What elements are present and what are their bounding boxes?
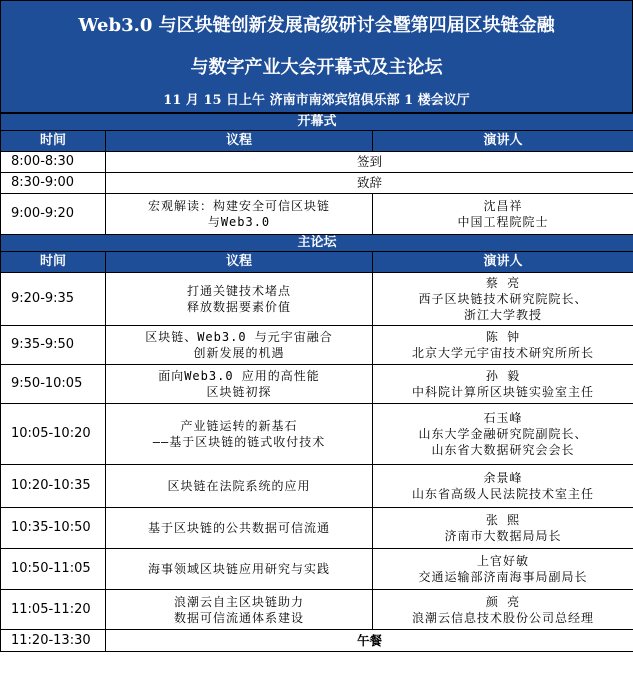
- agenda-line: 创新发展的机遇: [193, 346, 285, 360]
- speaker-line: 交通运输部济南海事局副局长: [418, 570, 588, 584]
- column-header-time: 时间: [1, 131, 106, 152]
- time-cell: 9:20-9:35: [1, 273, 106, 326]
- schedule-row: [1, 173, 633, 194]
- speaker-line: 蔡 亮: [485, 276, 521, 290]
- speaker-cell: [373, 365, 633, 404]
- speaker-line: 孙 毅: [485, 369, 521, 383]
- speaker-line: 上官好敏: [477, 554, 530, 568]
- agenda-line: 海事领域区块链应用研究与实践: [147, 562, 330, 576]
- agenda-cell: [106, 465, 373, 508]
- column-header-speaker: 演讲人: [373, 131, 633, 152]
- speaker-line: 山东省高级人民法院技术室主任: [412, 487, 595, 501]
- schedule-row: [1, 273, 633, 326]
- speaker-cell: [373, 549, 633, 590]
- column-header-row: [1, 131, 633, 152]
- schedule-row: [1, 194, 633, 235]
- speaker-line: 张 熙: [485, 513, 521, 527]
- merged-cell: 致辞: [106, 173, 633, 194]
- title-banner: [0, 0, 633, 113]
- schedule-row: [1, 326, 633, 365]
- agenda-cell: [106, 404, 373, 465]
- time-cell: 9:00-9:20: [1, 194, 106, 235]
- speaker-line: 余景峰: [483, 471, 523, 485]
- agenda-line: 打通关键技术堵点: [186, 284, 291, 298]
- title-line-2: 与数字产业大会开幕式及主论坛: [190, 57, 443, 78]
- schedule-row: [1, 590, 633, 630]
- agenda-line: 产业链运转的新基石: [180, 419, 298, 433]
- time-cell: 11:20-13:30: [1, 630, 106, 652]
- speaker-line: 陈 钟: [485, 330, 521, 344]
- agenda-line: 数据可信流通体系建设: [173, 610, 304, 625]
- speaker-cell: [373, 465, 633, 508]
- speaker-line: 浙江大学教授: [464, 308, 543, 322]
- time-cell: 10:50-11:05: [1, 549, 106, 590]
- speaker-cell: [373, 590, 633, 630]
- column-header-time: 时间: [1, 252, 106, 273]
- speaker-line: 西子区块链技术研究院院长、: [418, 292, 588, 306]
- schedule-row: [1, 508, 633, 549]
- merged-cell: 签到: [106, 152, 633, 173]
- column-header-speaker: 演讲人: [373, 252, 633, 273]
- column-header-row: [1, 252, 633, 273]
- speaker-cell: [373, 326, 633, 365]
- agenda-cell: [106, 326, 373, 365]
- speaker-line: 沈昌祥: [483, 199, 523, 213]
- schedule-row: [1, 404, 633, 465]
- time-cell: 10:35-10:50: [1, 508, 106, 549]
- time-cell: 9:35-9:50: [1, 326, 106, 365]
- speaker-line: 山东大学金融研究院副院长、: [418, 427, 588, 441]
- speaker-cell: [373, 508, 633, 549]
- schedule-row: [1, 152, 633, 173]
- agenda-line: 区块链初探: [206, 385, 272, 399]
- section-label: 开幕式: [1, 114, 633, 131]
- speaker-line: 北京大学元宇宙技术研究所所长: [412, 346, 595, 360]
- section-header-opening: [1, 114, 633, 131]
- time-cell: 8:00-8:30: [1, 152, 106, 173]
- agenda-cell: [106, 273, 373, 326]
- agenda-cell: [106, 508, 373, 549]
- agenda-line: 释放数据要素价值: [186, 300, 291, 314]
- schedule-row: [1, 365, 633, 404]
- section-label: 主论坛: [1, 235, 633, 252]
- merged-cell: 午餐: [106, 630, 633, 652]
- speaker-cell: [373, 194, 633, 235]
- speaker-line: 石玉峰: [483, 411, 523, 425]
- agenda-line: 与Web3.0: [207, 215, 271, 229]
- agenda-cell: [106, 549, 373, 590]
- agenda-line: 浪潮云自主区块链助力: [173, 594, 304, 609]
- column-header-agenda: 议程: [106, 131, 373, 152]
- time-cell: 11:05-11:20: [1, 590, 106, 630]
- speaker-line: 中国工程院院士: [457, 215, 549, 229]
- agenda-line: ——基于区块链的链式收付技术: [152, 435, 326, 449]
- column-header-agenda: 议程: [106, 252, 373, 273]
- date-venue: 11 月 15 日上午 济南市南郊宾馆俱乐部 1 楼会议厅: [163, 93, 470, 108]
- speaker-line: 山东省大数据研究会会长: [431, 443, 575, 457]
- schedule-row: [1, 549, 633, 590]
- agenda-table: [0, 113, 633, 652]
- agenda-cell: [106, 194, 373, 235]
- title-line-1: Web3.0 与区块链创新发展高级研讨会暨第四届区块链金融: [78, 15, 555, 36]
- speaker-cell: [373, 404, 633, 465]
- speaker-line: 中科院计算所区块链实验室主任: [412, 385, 595, 399]
- agenda-line: 宏观解读：构建安全可信区块链: [147, 199, 330, 213]
- agenda-line: 区块链、Web3.0 与元宇宙融合: [145, 330, 333, 344]
- speaker-line: 济南市大数据局局长: [444, 529, 562, 543]
- speaker-line: 浪潮云信息技术股份公司总经理: [412, 610, 595, 625]
- agenda-cell: [106, 365, 373, 404]
- agenda-line: 面向Web3.0 应用的高性能: [158, 369, 320, 383]
- agenda-cell: [106, 590, 373, 630]
- time-cell: 8:30-9:00: [1, 173, 106, 194]
- speaker-cell: [373, 273, 633, 326]
- speaker-line: 颜 亮: [485, 594, 521, 609]
- time-cell: 10:20-10:35: [1, 465, 106, 508]
- agenda-line: 区块链在法院系统的应用: [167, 479, 311, 493]
- agenda-line: 基于区块链的公共数据可信流通: [147, 521, 330, 535]
- time-cell: 9:50-10:05: [1, 365, 106, 404]
- section-header-main: [1, 235, 633, 252]
- schedule-row: [1, 630, 633, 652]
- schedule-row: [1, 465, 633, 508]
- time-cell: 10:05-10:20: [1, 404, 106, 465]
